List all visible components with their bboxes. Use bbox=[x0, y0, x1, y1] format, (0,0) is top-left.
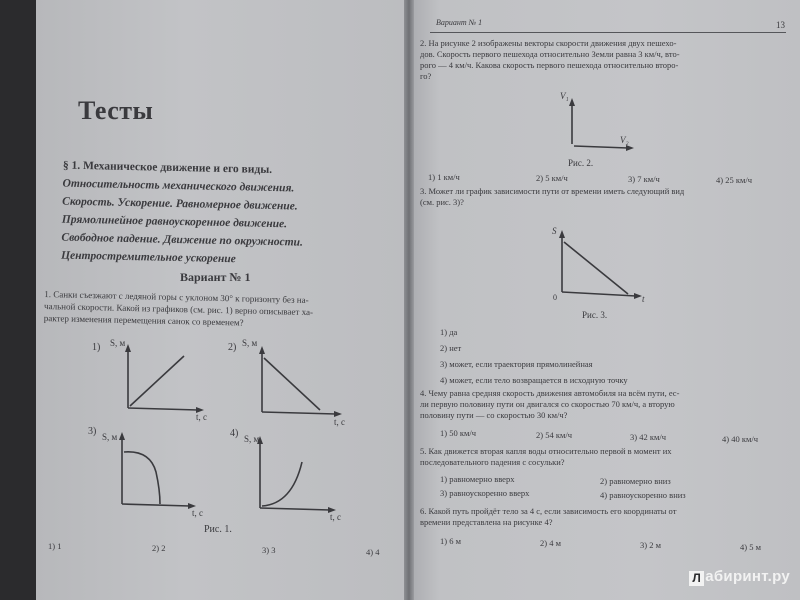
q5-answer-4: 4) равноускоренно вниз bbox=[600, 490, 686, 500]
question-line: 3. Может ли график зависимости пути от времени иметь следующий вид bbox=[420, 186, 685, 196]
graph-2-line bbox=[264, 358, 320, 410]
q6-answer-3: 3) 2 м bbox=[640, 540, 661, 550]
section-line: Центростремительное ускорение bbox=[60, 249, 236, 266]
q6-answer-2: 2) 4 м bbox=[540, 538, 561, 548]
fig2-v1-label: V₁ bbox=[560, 91, 569, 101]
figure-3-caption: Рис. 3. bbox=[582, 310, 608, 320]
fig2-v2-label: V₂ bbox=[620, 135, 629, 145]
question-4 bbox=[420, 388, 792, 421]
fig3-x-axis bbox=[562, 292, 636, 296]
graph-3-ylabel: S, м bbox=[102, 432, 118, 442]
q5-answer-2: 2) равномерно вниз bbox=[600, 476, 671, 486]
q6-answer-1: 1) 6 м bbox=[440, 536, 461, 546]
running-header: Вариант № 1 bbox=[436, 18, 483, 27]
question-line: (см. рис. 3)? bbox=[420, 197, 464, 207]
graph-4-curve bbox=[262, 462, 302, 506]
q4-answer-4: 4) 40 км/ч bbox=[722, 434, 758, 444]
question-line: 5. Как движется вторая капля воды относительно первой в момент их bbox=[420, 446, 672, 456]
fig3-origin-label: 0 bbox=[553, 293, 557, 302]
q1-answer-2: 2) 2 bbox=[152, 543, 166, 553]
graph-3-xlabel: t, c bbox=[192, 508, 203, 518]
question-line: чальной скорости. Какой из графиков (см. рис. 1) верно описывает ха- bbox=[43, 301, 314, 318]
variant-title: Вариант № 1 bbox=[180, 270, 251, 284]
q3-answer: 4) может, если тело возвращается в исходную точку bbox=[440, 375, 628, 385]
page-number: 13 bbox=[776, 20, 785, 30]
watermark-text: абиринт.ру bbox=[705, 568, 790, 585]
fig3-line bbox=[564, 242, 628, 294]
graph-3-number: 3) bbox=[88, 426, 97, 437]
section-line: § 1. Механическое движение и его виды. bbox=[62, 159, 273, 176]
q4-answer-2: 2) 54 км/ч bbox=[536, 430, 572, 440]
q6-answer-4: 4) 5 м bbox=[740, 542, 761, 552]
q1-answer-4: 4) 4 bbox=[366, 547, 380, 557]
q4-answer-3: 3) 42 км/ч bbox=[630, 432, 666, 442]
graph-2-xlabel: t, c bbox=[334, 417, 345, 427]
q5-answer-3: 3) равноускоренно вверх bbox=[440, 488, 530, 498]
graph-3-curve bbox=[124, 452, 160, 504]
question-line: рого — 4 км/ч. Какова скорость первого пешехода относительно второ- bbox=[420, 60, 679, 70]
chapter-heading: Тесты bbox=[78, 96, 154, 125]
question-line: 4. Чему равна средняя скорость движения автомобиля на всём пути, ес- bbox=[420, 388, 680, 398]
graph-2-x-axis bbox=[262, 412, 336, 414]
question-line: 2. На рисунке 2 изображены векторы скорости движения двух пешехо- bbox=[420, 38, 677, 48]
figure-2-caption: Рис. 2. bbox=[568, 158, 594, 168]
q2-answer-3: 3) 7 км/ч bbox=[628, 174, 660, 184]
q2-answer-1: 1) 1 км/ч bbox=[428, 172, 460, 182]
graph-4-x-axis bbox=[260, 508, 330, 510]
graph-4-xlabel: t, c bbox=[330, 512, 341, 522]
section-line: Прямолинейное равноускоренное движение. bbox=[61, 213, 288, 231]
graph-4-ylabel: S, м bbox=[244, 434, 260, 444]
fig2-v2-vector bbox=[574, 146, 628, 148]
graph-1-x-axis bbox=[128, 408, 198, 410]
watermark-mark: Л bbox=[689, 571, 704, 586]
question-line: го? bbox=[420, 71, 432, 81]
q5-answer-1: 1) равномерно вверх bbox=[440, 474, 515, 484]
watermark-logo bbox=[689, 568, 790, 586]
figure-1-caption: Рис. 1. bbox=[204, 524, 232, 535]
question-line: рактер изменения перемещения санок со временем? bbox=[43, 313, 244, 328]
question-5 bbox=[420, 446, 792, 468]
question-line: 6. Какой путь пройдёт тело за 4 с, если зависимость его координаты от bbox=[420, 506, 677, 516]
q3-answer: 2) нет bbox=[440, 343, 462, 353]
q2-answer-4: 4) 25 км/ч bbox=[716, 175, 752, 185]
q4-answer-1: 1) 50 км/ч bbox=[440, 428, 476, 438]
section-line: Скорость. Ускорение. Равномерное движение. bbox=[62, 195, 298, 213]
graph-2-number: 2) bbox=[228, 342, 237, 353]
q3-answer: 3) может, если траектория прямолинейная bbox=[440, 359, 593, 369]
q2-answer-2: 2) 5 км/ч bbox=[536, 173, 568, 183]
question-line: последовательного падения с сосульки? bbox=[420, 457, 565, 467]
question-2 bbox=[420, 38, 792, 82]
question-3 bbox=[420, 186, 792, 208]
header-rule bbox=[430, 32, 786, 33]
q1-answer-1: 1) 1 bbox=[48, 541, 62, 551]
graph-2-ylabel: S, м bbox=[242, 338, 258, 348]
graph-1-line bbox=[130, 356, 184, 406]
graph-1-xlabel: t, c bbox=[196, 412, 207, 422]
section-line: Свободное падение. Движение по окружности. bbox=[61, 231, 304, 249]
fig3-x-label: t bbox=[642, 294, 645, 304]
question-line: 1. Санки съезжают с ледяной горы с уклоном 30° к горизонту без на- bbox=[44, 289, 309, 306]
q3-answers bbox=[440, 324, 780, 388]
question-line: дов. Скорость первого пешехода относительно Земли равна 3 км/ч, вто- bbox=[420, 49, 680, 59]
q3-answer: 1) да bbox=[440, 327, 458, 337]
question-line: ли первую половину пути он двигался со скоростью 70 км/ч, а вторую bbox=[420, 399, 675, 409]
graph-3-x-axis bbox=[122, 504, 190, 506]
question-line: половину пути — со скоростью 30 км/ч? bbox=[420, 410, 568, 420]
question-line: времени представлена на рисунке 4? bbox=[420, 517, 553, 527]
graph-4-number: 4) bbox=[230, 428, 239, 439]
graph-1-number: 1) bbox=[92, 342, 101, 353]
question-6 bbox=[420, 506, 792, 528]
q1-answer-3: 3) 3 bbox=[262, 545, 276, 555]
section-line: Относительность механического движения. bbox=[62, 177, 295, 195]
fig3-y-label: S bbox=[552, 226, 557, 236]
graph-1-ylabel: S, м bbox=[110, 338, 126, 348]
